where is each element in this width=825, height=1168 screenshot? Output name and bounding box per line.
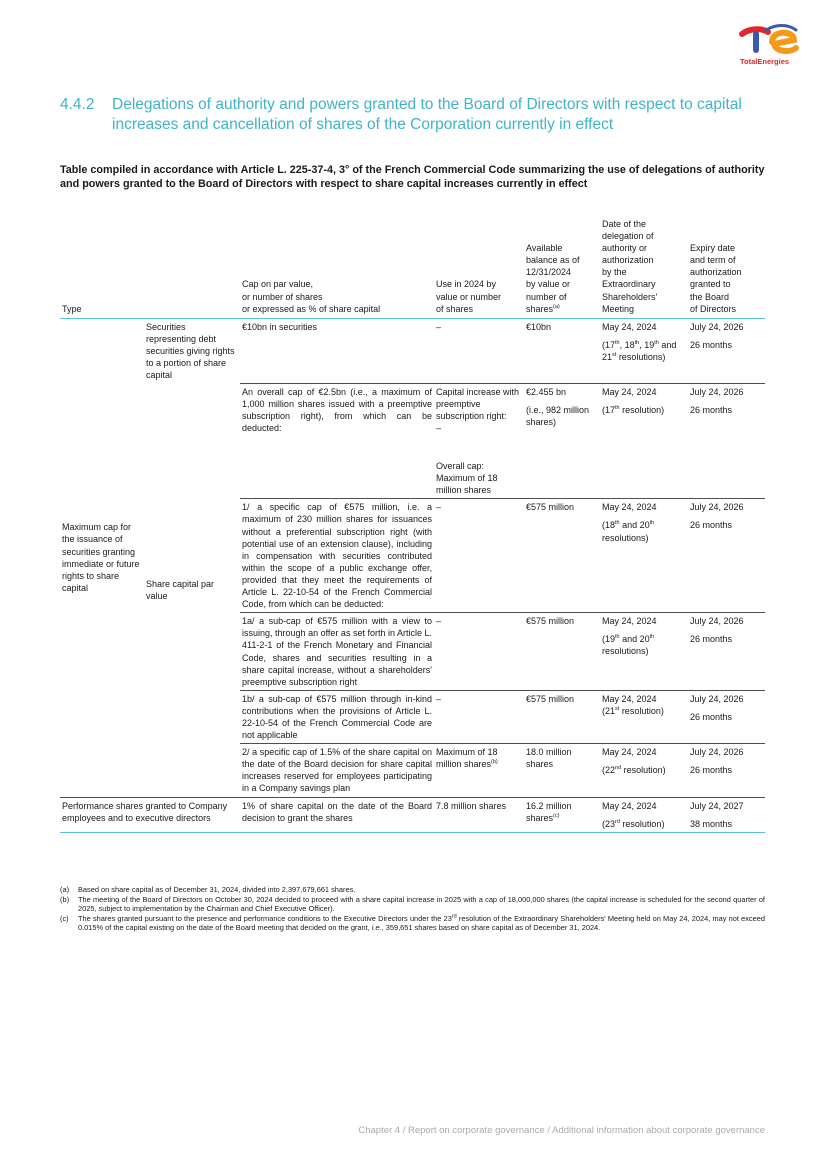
- expiry-cell: July 24, 2026 26 months: [690, 321, 744, 350]
- header-balance: Available balance as of 12/31/2024 by value or number of shares$^{(a)}$: [524, 218, 600, 318]
- table-row: [60, 383, 765, 499]
- type-cell: Performance shares granted to Company employees and to executive directors: [60, 797, 240, 832]
- date-cell: May 24, 2024 (19th and 20th resolutions): [600, 613, 688, 691]
- delegations-table: [60, 218, 765, 833]
- balance-cell: €575 million: [524, 690, 600, 743]
- header-use: Use in 2024 by value or number of shares: [434, 218, 524, 318]
- cap-cell: An overall cap of €2.5bn (i.e., a maximum of 1,000 million shares issued with a preemptive subscription right), from which can be deducted:: [240, 383, 434, 499]
- balance-cell: €10bn: [526, 321, 552, 332]
- expiry-cell: July 24, 2026 26 months: [688, 744, 765, 797]
- table-caption: Table compiled in accordance with Article L. 225-37-4, 3° of the French Commercial Code summarizing the use of delegations of authority and powers granted to the Board of Directors with respect to share capital increases currently in effect: [60, 164, 765, 190]
- date-cell: May 24, 2024 (18th and 20th resolutions): [600, 499, 688, 613]
- header-date: Date of the delegation of authority or authorization by the Extraordinary Shareholders' Meeting: [600, 218, 688, 318]
- balance-cell: 18.0 million shares: [524, 744, 600, 797]
- use-cell: 7.8 million shares: [434, 797, 524, 832]
- header-expiry: Expiry date and term of authorization granted to the Board of Directors: [688, 218, 765, 318]
- cap-cell: 1% of share capital on the date of the Board decision to grant the shares: [240, 797, 434, 832]
- date-cell: May 24, 2024 (21st resolution): [600, 690, 688, 743]
- date-cell: May 24, 2024 (17th, 18th, 19th and 21st resolutions): [602, 321, 677, 362]
- date-cell: May 24, 2024 (22nd resolution): [600, 744, 688, 797]
- use-cell: Maximum of 18 million shares$^{(b)}$: [434, 744, 524, 797]
- logo-mark-icon: [736, 22, 800, 56]
- date-cell: May 24, 2024 (23rd resolution): [600, 797, 688, 832]
- expiry-cell: July 24, 2026 26 months: [688, 499, 765, 613]
- expiry-cell: July 24, 2026 26 months: [688, 690, 765, 743]
- cap-cell: 1/ a specific cap of €575 million, i.e. a maximum of 230 million shares for issuances without a preferential subscription right (with potential use of an extension clause), including in compensation with securities contributed within the scope of a public exchange offer, provided that they meet the requirements of Article L. 22-10-54 of the French Commercial Code, from which can be deducted:: [240, 499, 434, 613]
- cap-cell: €10bn in securities: [242, 321, 318, 332]
- footnotes: [60, 885, 765, 933]
- section-title-text: Delegations of authority and powers granted to the Board of Directors with respect to capital increases and cancellation of shares of the Corporation currently in effect: [112, 96, 742, 133]
- expiry-cell: July 24, 2026 26 months: [688, 613, 765, 691]
- page-footer: Chapter 4 / Report on corporate governance / Additional information about corporate governance: [358, 1125, 765, 1136]
- section-title: [60, 95, 760, 135]
- use-cell: –: [436, 321, 442, 332]
- expiry-cell: July 24, 2026 26 months: [688, 383, 765, 499]
- header-cap: Cap on par value, or number of shares or expressed as % of share capital: [240, 218, 434, 318]
- subtype-cell: Share capital par value: [146, 578, 215, 601]
- group-type-cell: Maximum cap for the issuance of securities granting immediate or future rights to share capital: [62, 522, 140, 593]
- use-cell: –: [434, 690, 524, 743]
- balance-cell: €2.455 bn (i.e., 982 million shares): [524, 383, 600, 499]
- table-row: [60, 318, 765, 383]
- footnote-a: (a) Based on share capital as of December 31, 2024, divided into 2,397,679,661 shares.: [60, 885, 356, 894]
- use-cell: –: [434, 499, 524, 613]
- table-header-row: [60, 218, 765, 318]
- use-cell: –: [434, 613, 524, 691]
- table-row: [60, 797, 765, 832]
- balance-cell: €575 million: [524, 613, 600, 691]
- balance-cell: 16.2 million shares$^{(c)}$: [524, 797, 600, 832]
- cap-cell: 2/ a specific cap of 1.5% of the share capital on the date of the Board decision for share capital increases reserved for employees participating in a Company savings plan: [240, 744, 434, 797]
- subtype-cell: Securities representing debt securities giving rights to a portion of share capital: [146, 321, 235, 381]
- footnote-c: (c) The shares granted pursuant to the presence and performance conditions to the Executive Directors under the 23rd resolution of the Extraordinary Shareholders' Meeting held on May 24, 2024, may not exceed 0.015% of the capital existing on the date of the Board meeting that decided on the grant, i.e., 359,651 shares based on share capital as of December 31, 2024.: [60, 913, 766, 933]
- balance-cell: €575 million: [524, 499, 600, 613]
- header-type: Type: [60, 218, 240, 318]
- cap-cell: 1b/ a sub-cap of €575 million through in-kind contributions when the provisions of Article L. 22-10-54 of the French Commercial Code are not applicable: [240, 690, 434, 743]
- use-cell: Capital increase with preemptive subscription right: – Overall cap: Maximum of 18 million shares: [434, 383, 524, 499]
- cap-cell: 1a/ a sub-cap of €575 million with a view to issuing, through an offer as set forth in Article L. 411-2-1 of the French Monetary and Financial Code, shares and securities resulting in a share capital increase, without a shareholders' preemptive subscription right: [240, 613, 434, 691]
- logo-wordmark: TotalEnergies: [740, 57, 790, 66]
- footnote-b: (b) The meeting of the Board of Directors on October 30, 2024 decided to proceed with a share capital increase in 2025 with a cap of 18,000,000 shares (the capital increase is scheduled for the second quarter of 2025, subject to implementation by the Chairman and Chief Executive Officer).: [60, 894, 765, 914]
- section-number: 4.4.2: [60, 96, 95, 113]
- date-cell: May 24, 2024 (17th resolution): [600, 383, 688, 499]
- totalenergies-logo: [736, 22, 800, 70]
- expiry-cell: July 24, 2027 38 months: [688, 797, 765, 832]
